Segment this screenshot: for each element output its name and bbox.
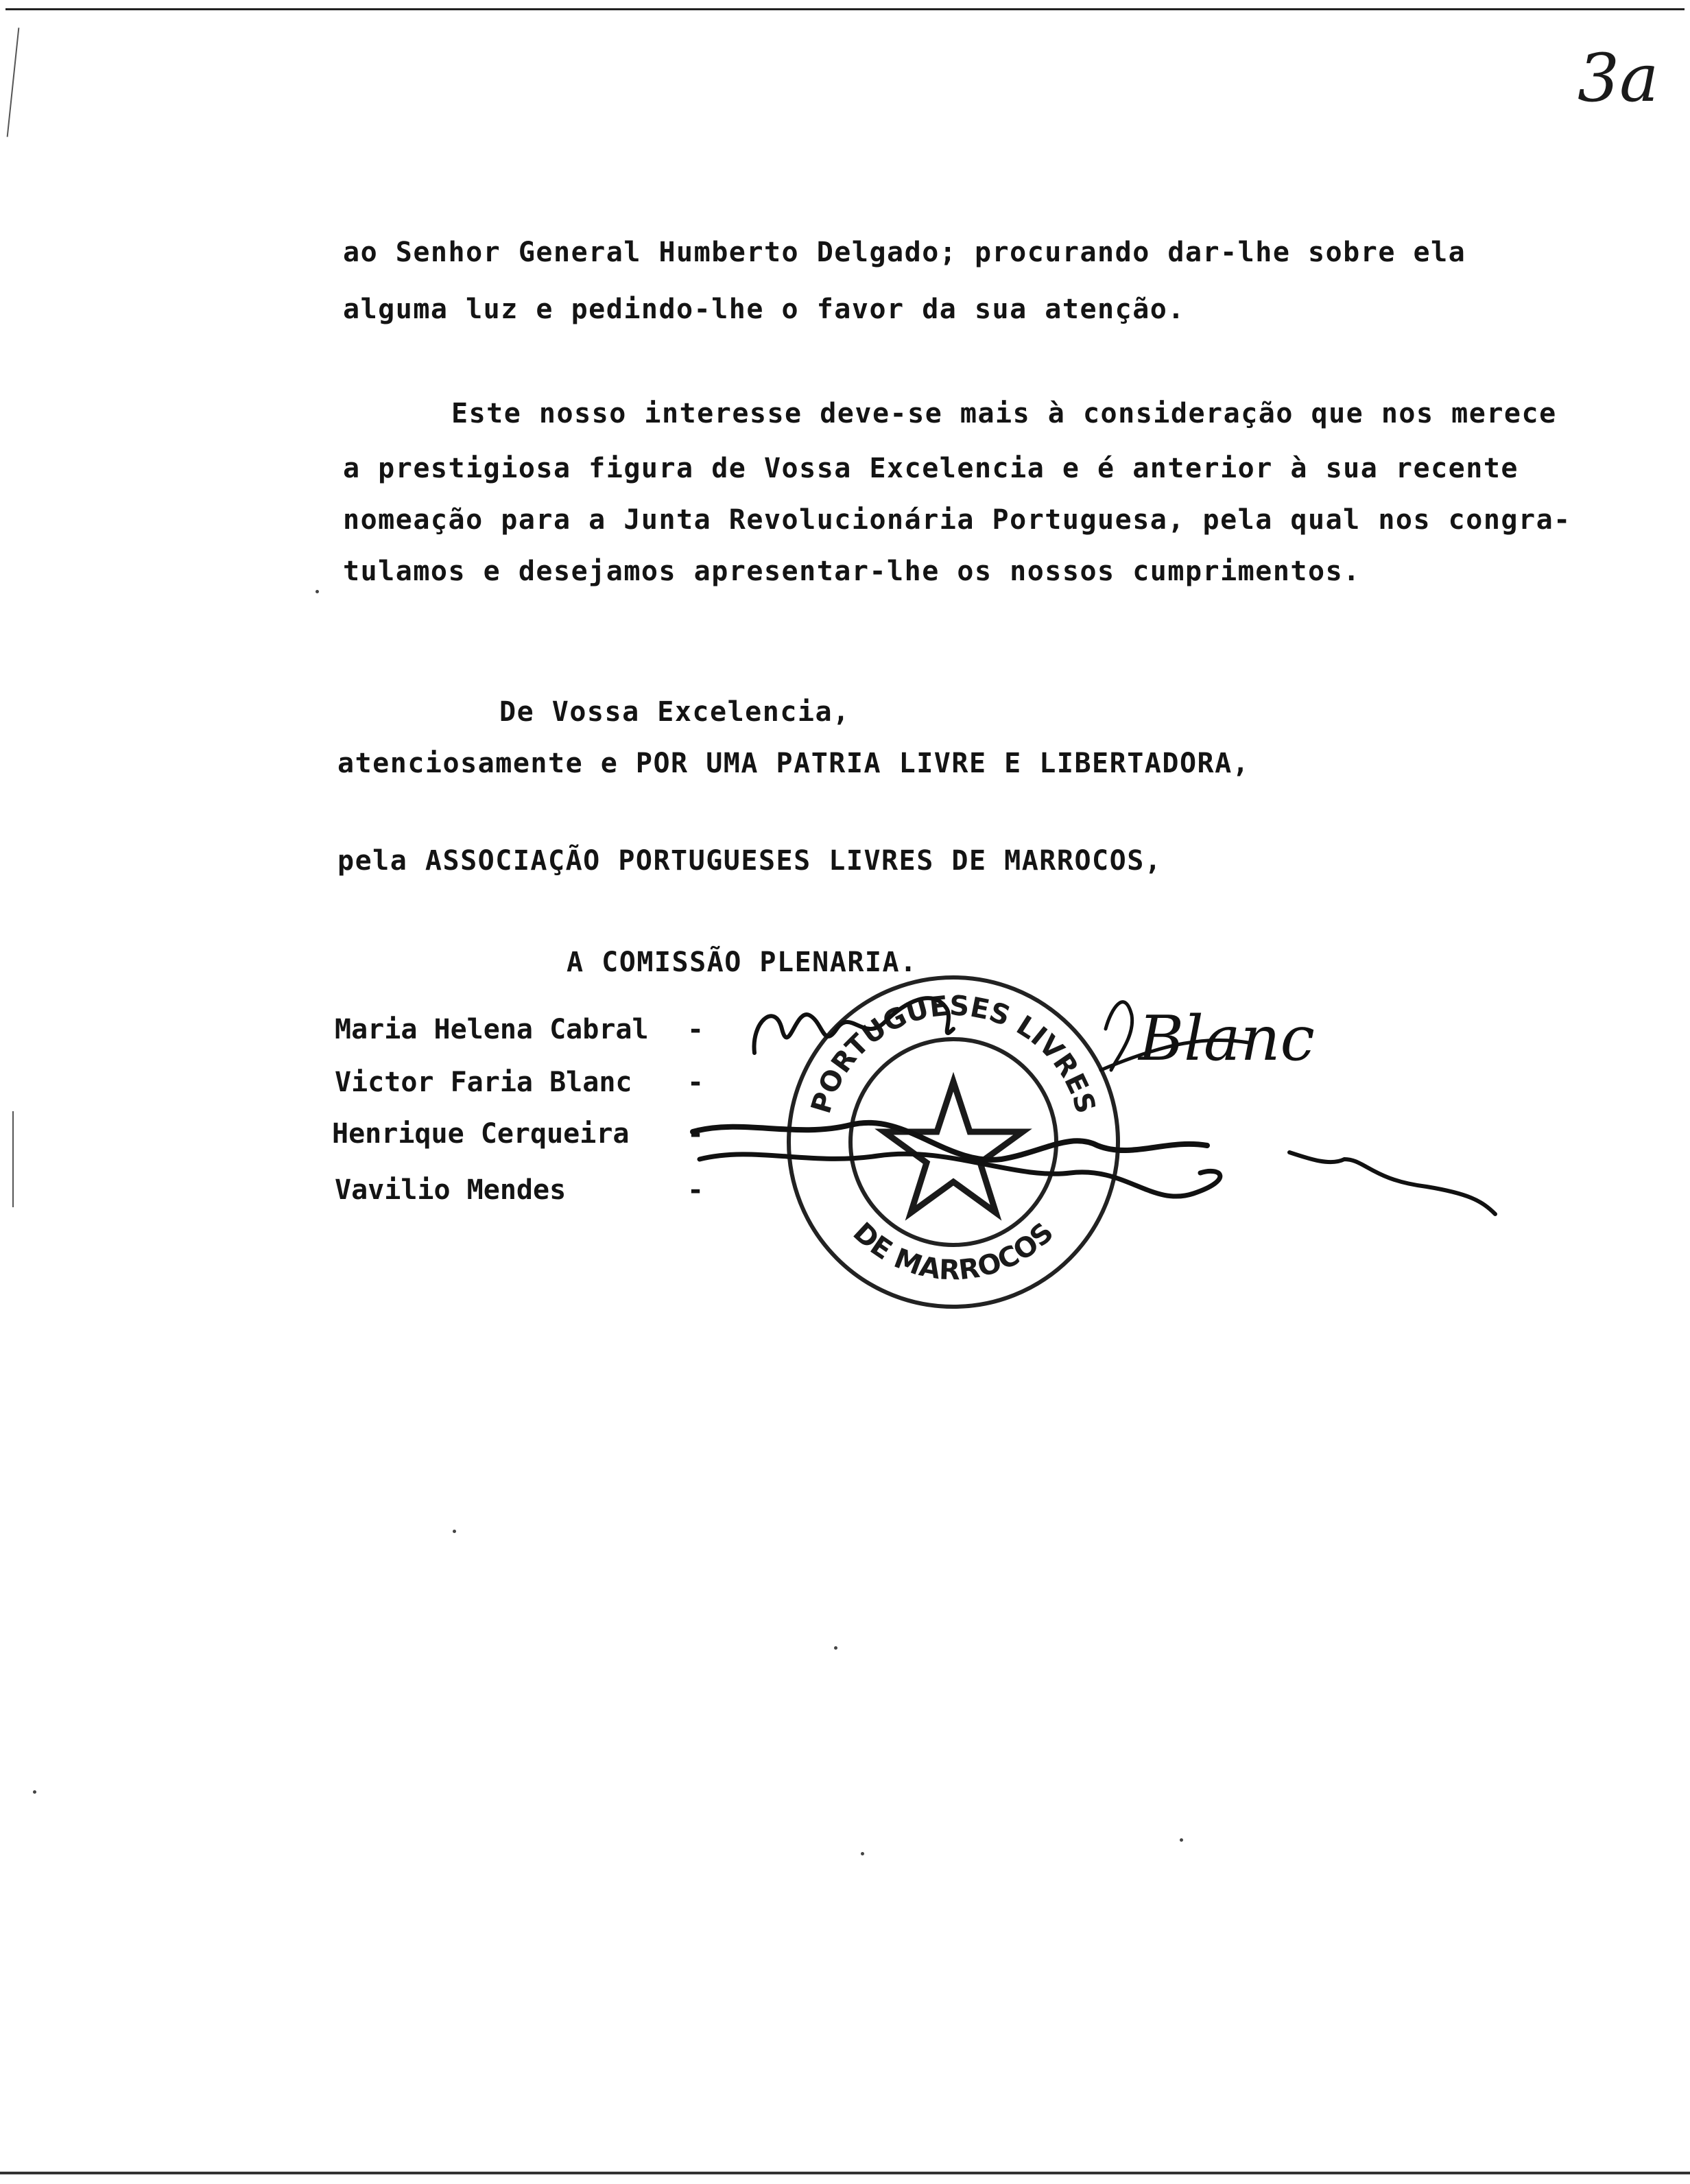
signatory-name: Victor Faria Blanc: [335, 1067, 632, 1098]
paper-speck: [861, 1852, 864, 1855]
signatory-dash: -: [687, 1067, 704, 1098]
paper-speck: [1180, 1838, 1183, 1842]
signatory-dash: -: [687, 1174, 704, 1206]
signatory-name: Vavilio Mendes: [335, 1174, 567, 1206]
signature-blanc-text: Blanc: [1139, 1003, 1315, 1075]
paragraph-line: nomeação para a Junta Revolucionária Portuguesa, pela qual nos congra-: [343, 504, 1571, 536]
closing-regards: atenciosamente e POR UMA PATRIA LIVRE E LIBERTADORA,: [337, 748, 1250, 779]
paper-speck: [316, 590, 319, 593]
stamp-text-top: PORTUGUESES LIVRES: [805, 990, 1102, 1117]
star-icon: [884, 1082, 1023, 1213]
stamp-text-bottom: DE MARROCOS: [846, 1216, 1060, 1287]
committee-title: A COMISSÃO PLENARIA.: [567, 947, 918, 978]
signatory-dash: -: [687, 1118, 704, 1150]
paper-speck: [453, 1530, 456, 1533]
closing-salutation: De Vossa Excelencia,: [499, 696, 850, 728]
signatory-name: Maria Helena Cabral: [335, 1014, 649, 1045]
page-number: 3a: [1578, 40, 1659, 117]
paper-speck: [33, 1790, 36, 1794]
paragraph-line: alguma luz e pedindo-lhe o favor da sua atenção.: [343, 294, 1185, 325]
paragraph-line: Este nosso interesse deve-se mais à consideração que nos merece: [451, 398, 1557, 429]
signatory-name: Henrique Cerqueira: [332, 1118, 630, 1150]
paper-speck: [834, 1646, 837, 1650]
signatory-dash: -: [687, 1014, 704, 1045]
paragraph-line: tulamos e desejamos apresentar-lhe os nossos cumprimentos.: [343, 556, 1361, 587]
paragraph-line: a prestigiosa figura de Vossa Excelencia e é anterior à sua recente: [343, 453, 1519, 484]
paragraph-line: ao Senhor General Humberto Delgado; procurando dar-lhe sobre ela: [343, 237, 1466, 268]
signature-scrawl-4: [1289, 1152, 1495, 1214]
association-line: pela ASSOCIAÇÃO PORTUGUESES LIVRES DE MARROCOS,: [337, 845, 1163, 877]
